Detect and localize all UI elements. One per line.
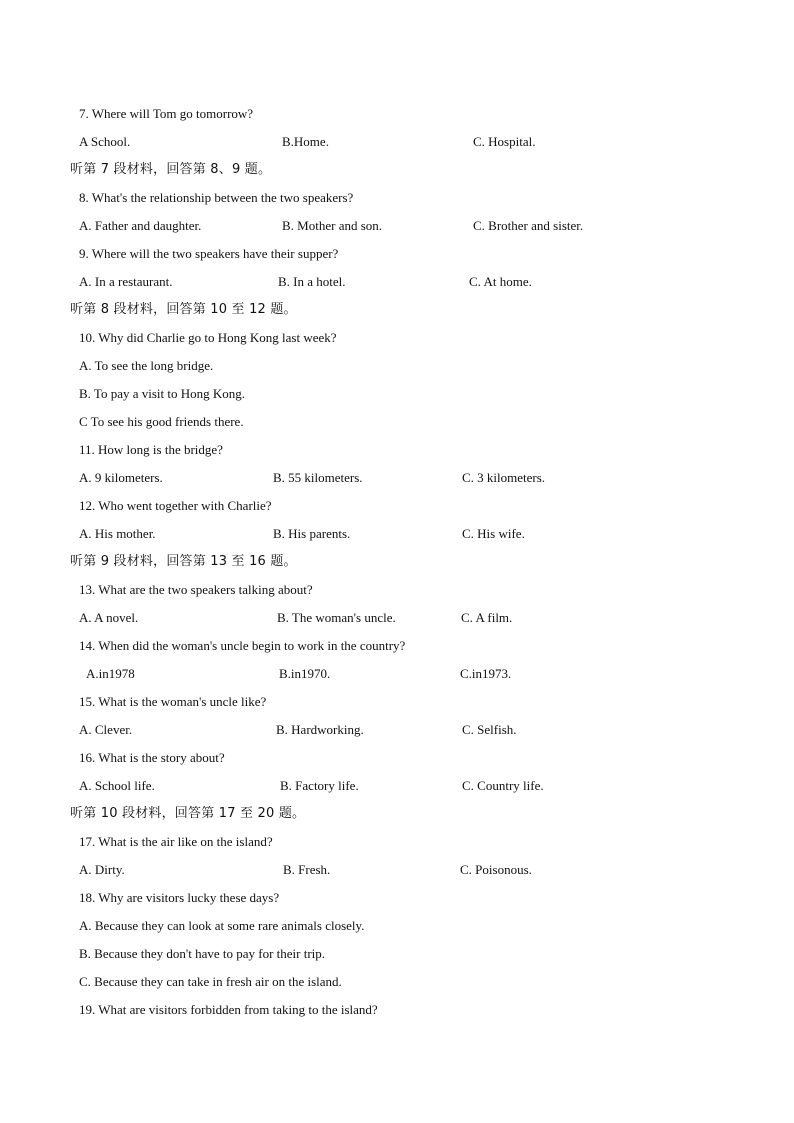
option-b: B. 55 kilometers. <box>273 470 363 485</box>
section-text: 听第 9 段材料，回答第 13 至 16 题。 <box>70 554 297 569</box>
question-10 <box>0 327 794 349</box>
option-text: B. To pay a visit to Hong Kong. <box>79 386 246 401</box>
option-line <box>0 915 794 937</box>
question-text: 19. What are visitors forbidden from taking to the island? <box>79 1002 378 1017</box>
question-text: 10. Why did Charlie go to Hong Kong last week? <box>79 330 337 345</box>
section-text: 听第 7 段材料，回答第 8、9 题。 <box>70 162 272 177</box>
question-text: 14. When did the woman's uncle begin to work in the country? <box>79 638 406 653</box>
question-18 <box>0 887 794 909</box>
option-a: A School. <box>79 134 131 149</box>
question-text: 11. How long is the bridge? <box>79 442 223 457</box>
options-row-17 <box>0 859 794 881</box>
question-15 <box>0 691 794 713</box>
option-c: C. Selfish. <box>462 722 517 737</box>
options-row-15 <box>0 719 794 741</box>
options-row-8 <box>0 215 794 237</box>
section-header <box>0 299 794 321</box>
question-16 <box>0 747 794 769</box>
options-row-12 <box>0 523 794 545</box>
question-text: 7. Where will Tom go tomorrow? <box>79 106 254 121</box>
option-b: B.Home. <box>282 134 329 149</box>
question-13 <box>0 579 794 601</box>
option-text: C. Because they can take in fresh air on the island. <box>79 974 342 989</box>
question-11 <box>0 439 794 461</box>
option-c: C. Country life. <box>462 778 544 793</box>
option-b: B. Fresh. <box>283 862 331 877</box>
section-text: 听第 8 段材料，回答第 10 至 12 题。 <box>70 302 297 317</box>
option-c: C.in1973. <box>460 666 512 681</box>
option-line <box>0 943 794 965</box>
section-header <box>0 803 794 825</box>
options-row-9 <box>0 271 794 293</box>
option-c: C. Hospital. <box>473 134 536 149</box>
section-header <box>0 551 794 573</box>
option-text: B. Because they don't have to pay for their trip. <box>79 946 326 961</box>
option-text: A. Because they can look at some rare animals closely. <box>79 918 365 933</box>
options-row-7 <box>0 131 794 153</box>
option-a: A. School life. <box>79 778 155 793</box>
question-text: 8. What's the relationship between the two speakers? <box>79 190 354 205</box>
question-8 <box>0 187 794 209</box>
question-text: 9. Where will the two speakers have their supper? <box>79 246 339 261</box>
question-14 <box>0 635 794 657</box>
options-row-16 <box>0 775 794 797</box>
option-c: C. 3 kilometers. <box>462 470 546 485</box>
option-b: B. Factory life. <box>280 778 359 793</box>
option-line <box>0 355 794 377</box>
option-text: C To see his good friends there. <box>79 414 244 429</box>
option-a: A. In a restaurant. <box>79 274 173 289</box>
question-text: 13. What are the two speakers talking about? <box>79 582 313 597</box>
option-b: B. The woman's uncle. <box>277 610 396 625</box>
option-a: A. Dirty. <box>79 862 125 877</box>
option-a: A. His mother. <box>79 526 156 541</box>
question-text: 18. Why are visitors lucky these days? <box>79 890 280 905</box>
option-c: C. Brother and sister. <box>473 218 584 233</box>
question-17 <box>0 831 794 853</box>
option-line <box>0 383 794 405</box>
option-c: C. His wife. <box>462 526 525 541</box>
option-a: A. Clever. <box>79 722 133 737</box>
option-a: A. Father and daughter. <box>79 218 202 233</box>
question-text: 17. What is the air like on the island? <box>79 834 273 849</box>
option-text: A. To see the long bridge. <box>79 358 214 373</box>
question-text: 15. What is the woman's uncle like? <box>79 694 267 709</box>
question-7 <box>0 103 794 125</box>
option-b: B. Mother and son. <box>282 218 383 233</box>
section-text: 听第 10 段材料，回答第 17 至 20 题。 <box>70 806 306 821</box>
option-b: B.in1970. <box>279 666 331 681</box>
options-row-14 <box>0 663 794 685</box>
option-a: A. A novel. <box>79 610 139 625</box>
option-c: C. At home. <box>469 274 532 289</box>
option-line <box>0 411 794 433</box>
option-line <box>0 971 794 993</box>
option-b: B. In a hotel. <box>278 274 346 289</box>
option-b: B. Hardworking. <box>276 722 364 737</box>
option-c: C. Poisonous. <box>460 862 532 877</box>
question-12 <box>0 495 794 517</box>
question-9 <box>0 243 794 265</box>
option-c: C. A film. <box>461 610 513 625</box>
option-a: A. 9 kilometers. <box>79 470 163 485</box>
question-text: 16. What is the story about? <box>79 750 225 765</box>
option-b: B. His parents. <box>273 526 351 541</box>
option-a: A.in1978 <box>86 666 135 681</box>
options-row-13 <box>0 607 794 629</box>
question-19 <box>0 999 794 1021</box>
options-row-11 <box>0 467 794 489</box>
question-text: 12. Who went together with Charlie? <box>79 498 272 513</box>
section-header <box>0 159 794 181</box>
